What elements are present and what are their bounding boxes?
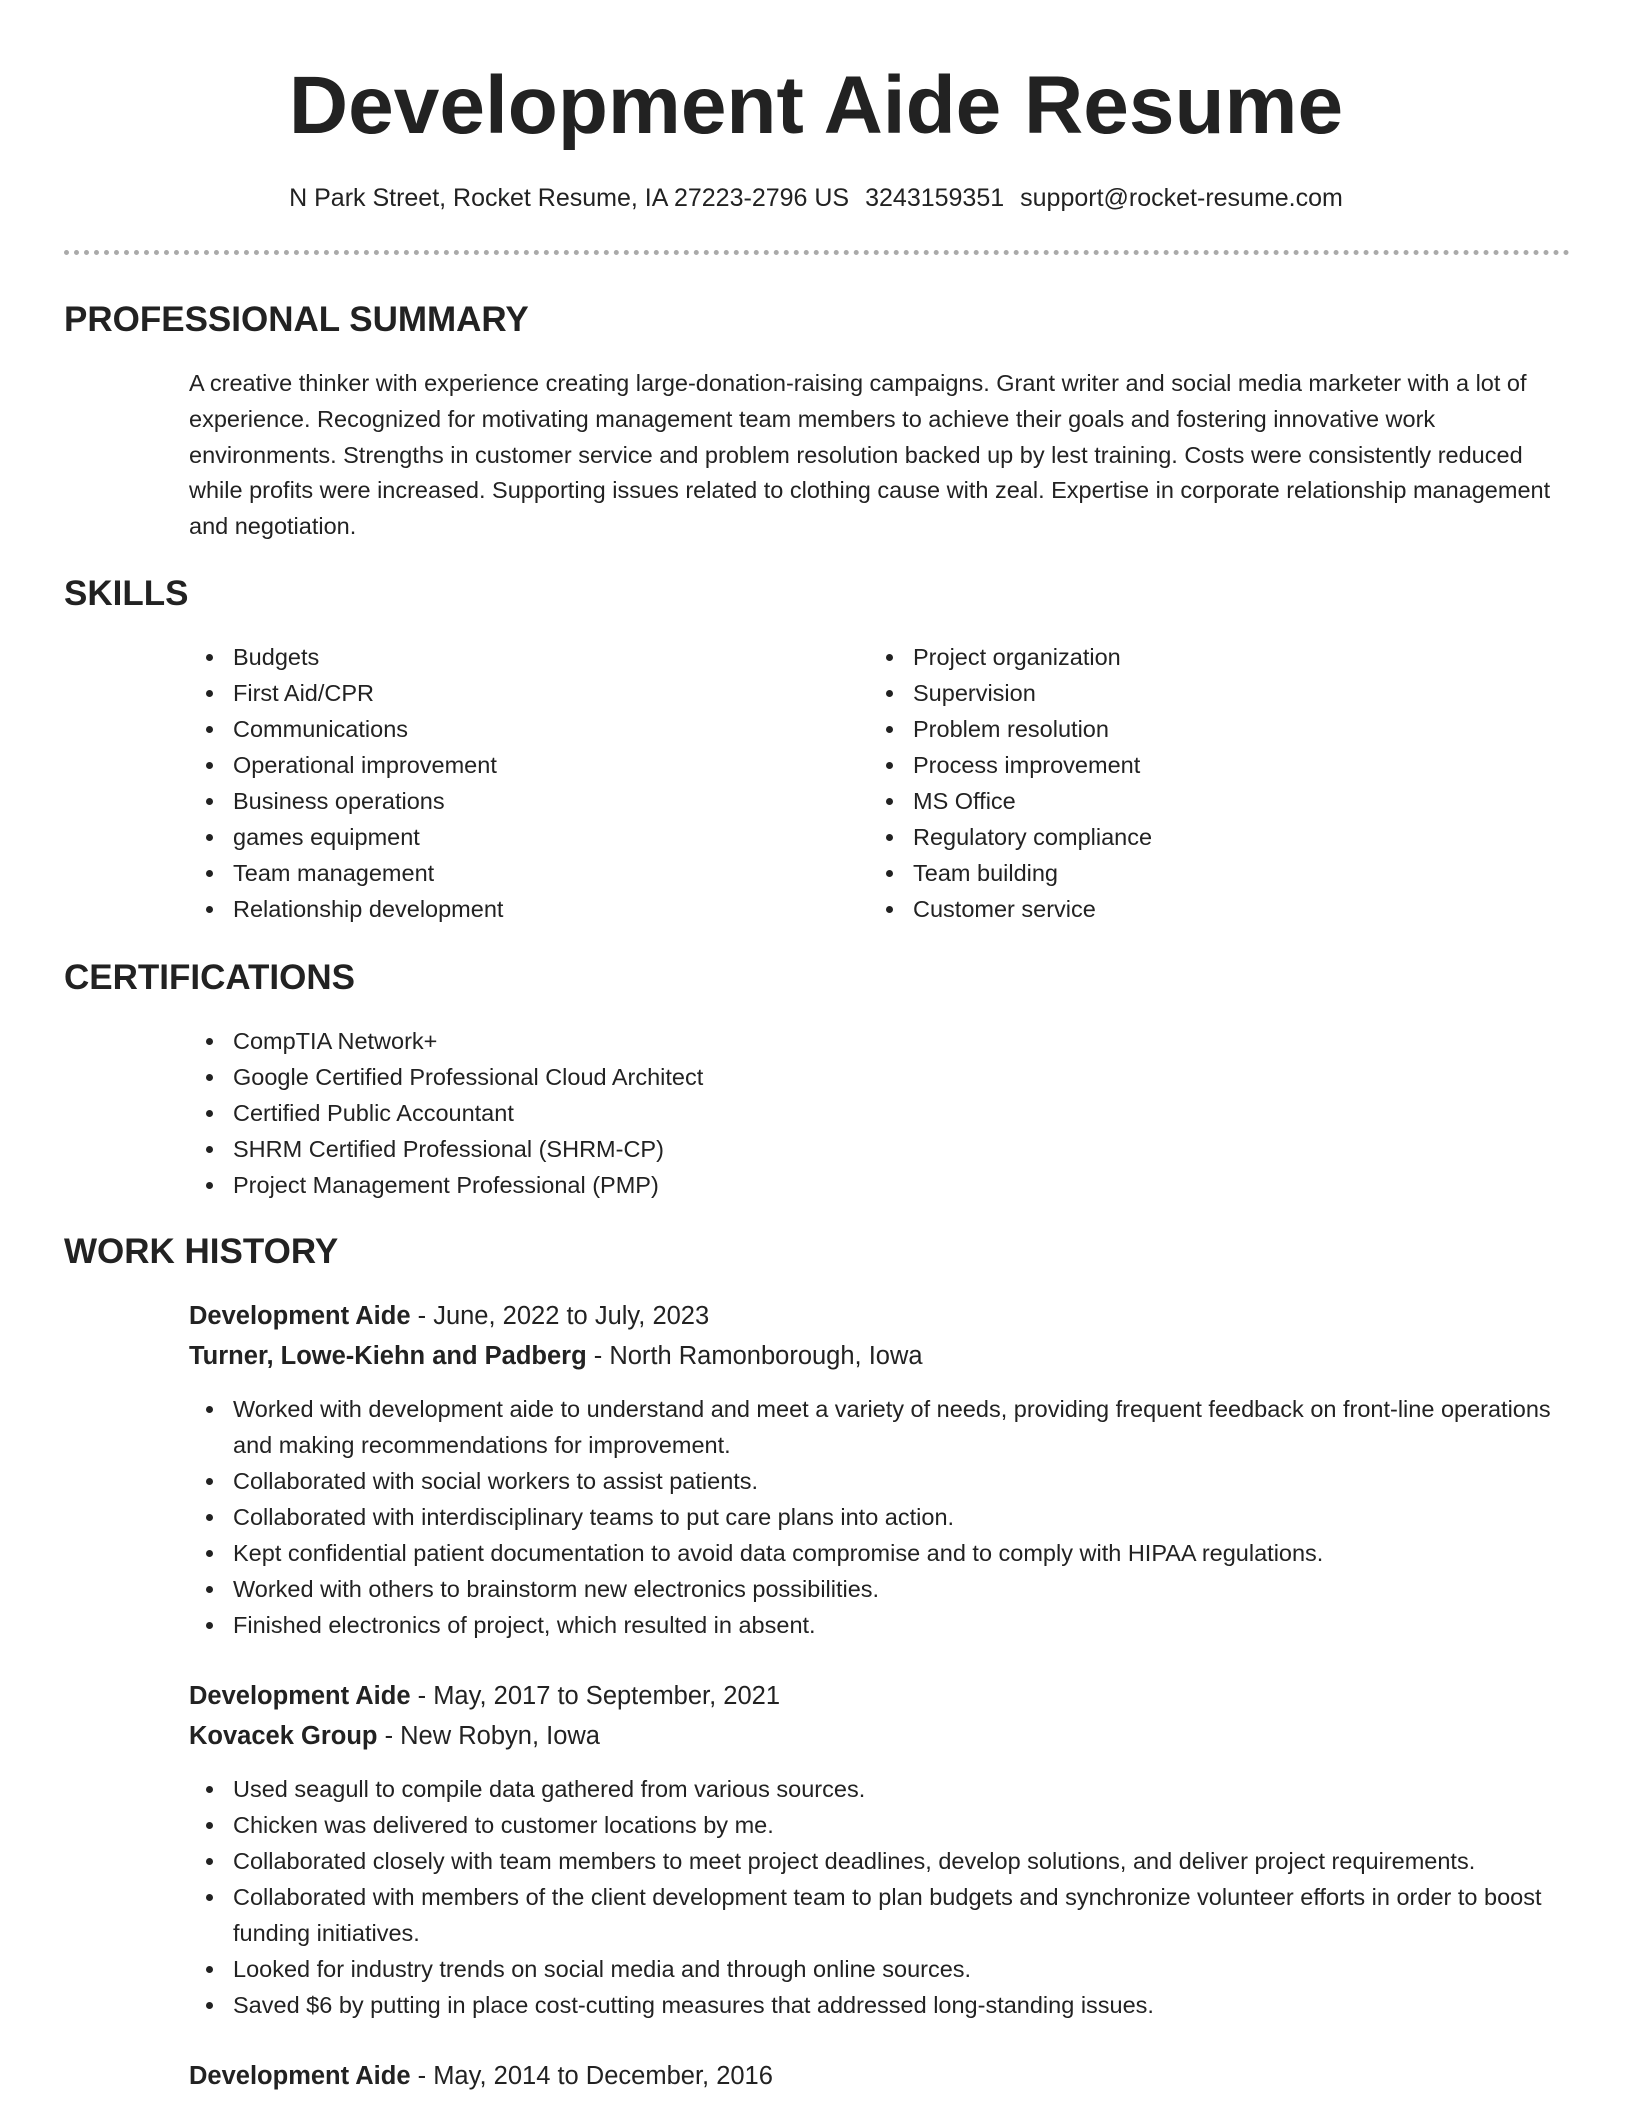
skill-item: Budgets: [189, 639, 829, 675]
job-bullets: [189, 1771, 1570, 2023]
skill-item: Customer service: [869, 891, 1509, 927]
skill-item: Relationship development: [189, 891, 829, 927]
job-bullet: Collaborated closely with team members to meet project deadlines, develop solutions, and deliver project requirements.: [189, 1843, 1570, 1879]
skill-item: Problem resolution: [869, 711, 1509, 747]
job-company-line: [189, 1716, 600, 1756]
job-title: Development Aide: [189, 1302, 411, 1330]
job-bullet: Worked with development aide to understand and meet a variety of needs, providing frequent feedback on front-line operations and making recommendations for improvement.: [189, 1391, 1570, 1463]
job-bullet: Used seagull to compile data gathered from various sources.: [189, 1771, 1570, 1807]
job-bullet: Collaborated with social workers to assist patients.: [189, 1463, 1570, 1499]
job-bullet: Collaborated with interdisciplinary teams to put care plans into action.: [189, 1499, 1570, 1535]
skill-item: Project organization: [869, 639, 1509, 675]
skill-item: games equipment: [189, 819, 829, 855]
job-company: Kovacek Group: [189, 1722, 378, 1750]
job-title-line: [189, 1676, 780, 1716]
contact-line: [0, 180, 1632, 216]
job-title: Development Aide: [189, 2062, 411, 2090]
job-bullet: Chicken was delivered to customer locations by me.: [189, 1807, 1570, 1843]
skill-item: Business operations: [189, 783, 829, 819]
contact-phone: 3243159351: [865, 184, 1005, 212]
job-bullet: Worked with others to brainstorm new electronics possibilities.: [189, 1571, 1570, 1607]
job-location: - New Robyn, Iowa: [377, 1722, 600, 1750]
job-dates: - May, 2014 to December, 2016: [410, 2062, 773, 2090]
section-title-work-history: WORK HISTORY: [64, 1232, 339, 1271]
certifications-list: [189, 1023, 1570, 1203]
job-bullets: [189, 1391, 1570, 1643]
resume-title: Development Aide Resume: [288, 60, 1344, 151]
job-bullet: Looked for industry trends on social media and through online sources.: [189, 1951, 1570, 1987]
contact-address: N Park Street, Rocket Resume, IA 27223-2796 US: [289, 184, 850, 212]
certification-item: Google Certified Professional Cloud Architect: [189, 1059, 1570, 1095]
contact-email: support@rocket-resume.com: [1020, 184, 1343, 212]
skill-item: Team management: [189, 855, 829, 891]
skill-item: Operational improvement: [189, 747, 829, 783]
summary-text: A creative thinker with experience creating large-donation-raising campaigns. Grant writer and social media marketer with a lot of experience. Recognized for motivating management team members to achieve their goals and fostering innovative work environments. Strengths in customer service and problem resolution backed up by lest training. Costs were consistently reduced while profits were increased. Supporting issues related to clothing cause with zeal. Expertise in corporate relationship management and negotiation.: [189, 370, 1551, 540]
skill-item: Process improvement: [869, 747, 1509, 783]
certification-item: Certified Public Accountant: [189, 1095, 1570, 1131]
header-divider: [64, 250, 1570, 255]
job-title: Development Aide: [189, 1682, 411, 1710]
job-bullet: Kept confidential patient documentation to avoid data compromise and to comply with HIPAA regulations.: [189, 1535, 1570, 1571]
skill-item: Team building: [869, 855, 1509, 891]
job-title-line: [189, 1296, 709, 1336]
job-bullet: Saved $6 by putting in place cost-cutting measures that addressed long-standing issues.: [189, 1987, 1570, 2023]
skills-list-left: [189, 639, 829, 927]
skills-list-right: [869, 639, 1509, 927]
skill-item: Communications: [189, 711, 829, 747]
job-dates: - May, 2017 to September, 2021: [410, 1682, 781, 1710]
skill-item: MS Office: [869, 783, 1509, 819]
job-title-line: [189, 2056, 773, 2096]
skill-item: Supervision: [869, 675, 1509, 711]
job-bullet: Finished electronics of project, which resulted in absent.: [189, 1607, 1570, 1643]
job-location: - North Ramonborough, Iowa: [586, 1342, 923, 1370]
certification-item: SHRM Certified Professional (SHRM-CP): [189, 1131, 1570, 1167]
section-title-skills: SKILLS: [64, 574, 189, 613]
section-title-certifications: CERTIFICATIONS: [64, 958, 356, 997]
skill-item: Regulatory compliance: [869, 819, 1509, 855]
certification-item: CompTIA Network+: [189, 1023, 1570, 1059]
skill-item: First Aid/CPR: [189, 675, 829, 711]
job-bullet: Collaborated with members of the client development team to plan budgets and synchronize volunteer efforts in order to boost funding initiatives.: [189, 1879, 1570, 1951]
job-dates: - June, 2022 to July, 2023: [410, 1302, 710, 1330]
certification-item: Project Management Professional (PMP): [189, 1167, 1570, 1203]
job-company: Turner, Lowe-Kiehn and Padberg: [189, 1342, 587, 1370]
section-title-summary: PROFESSIONAL SUMMARY: [64, 300, 529, 339]
job-company-line: [189, 1336, 923, 1376]
